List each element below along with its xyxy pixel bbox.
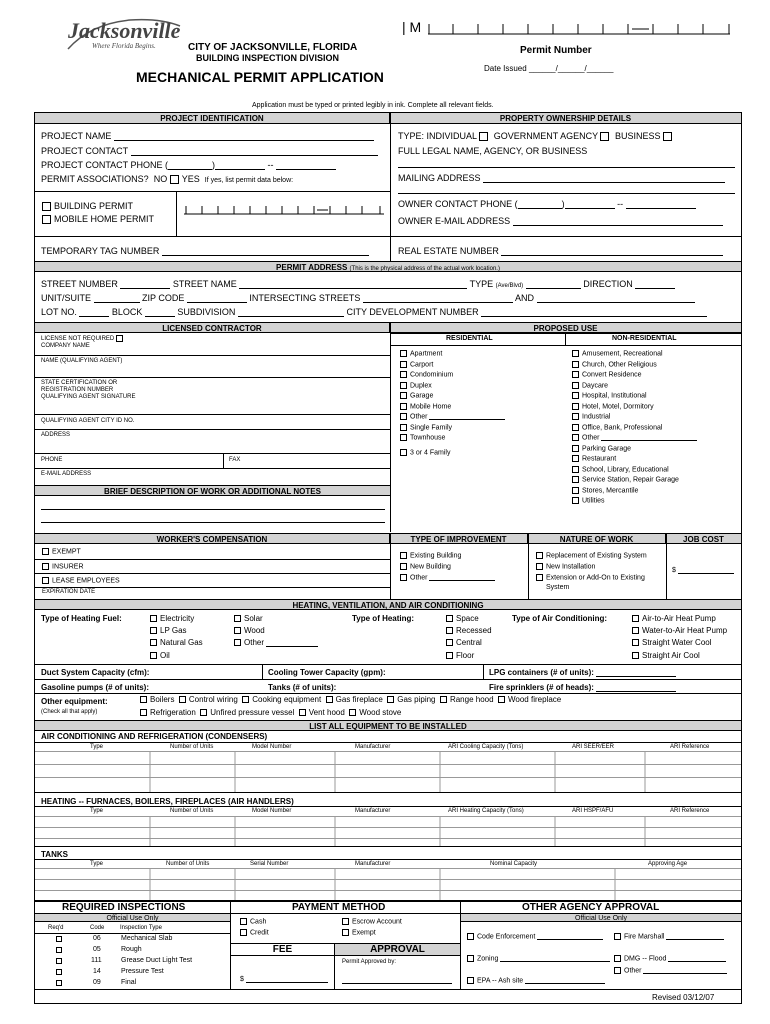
tank-col-units: Number of Units: [166, 861, 210, 867]
project-contact-field[interactable]: PROJECT CONTACT: [41, 146, 378, 156]
res-condominium[interactable]: Condominium: [400, 371, 453, 378]
nonres-utilities[interactable]: Utilities: [572, 497, 605, 504]
required-inspections-header: REQUIRED INSPECTIONS: [62, 902, 186, 913]
hvac-header: HEATING, VENTILATION, AND AIR CONDITIONING: [35, 599, 741, 610]
agency-official: Official Use Only: [461, 913, 741, 922]
address-label: ADDRESS: [41, 432, 71, 438]
tank-col-type: Type: [90, 861, 104, 867]
heat-col-reference: ARI Reference: [670, 808, 710, 814]
job-cost-field[interactable]: $: [672, 567, 734, 574]
ac-col-seer: ARI SEER/EER: [572, 744, 615, 750]
heating-equipment-grid[interactable]: [35, 816, 741, 846]
insp-type-14: Pressure Test: [121, 968, 164, 975]
check-all-label: (Check all that apply): [41, 709, 98, 715]
improvement-existing[interactable]: Existing Building: [400, 552, 461, 559]
res-duplex[interactable]: Duplex: [400, 382, 432, 389]
improvement-new[interactable]: New Building: [400, 563, 451, 570]
contractor-header: LICENSED CONTRACTOR: [35, 322, 390, 333]
permit-number-label: Permit Number: [520, 45, 592, 56]
tanks-grid[interactable]: [35, 868, 741, 900]
owner-email-field[interactable]: OWNER E-MAIL ADDRESS: [398, 216, 723, 226]
insp-type-06: Mechanical Slab: [121, 935, 173, 942]
improvement-header: TYPE OF IMPROVEMENT: [390, 533, 528, 544]
brief-line-1[interactable]: [41, 509, 385, 510]
insp-code-05: 05: [93, 946, 101, 953]
mailing-address-field[interactable]: MAILING ADDRESS: [398, 173, 725, 183]
assoc-no-checkbox[interactable]: [170, 175, 179, 184]
ac-col-type: Type: [90, 744, 104, 750]
ac-straight-water[interactable]: Straight Water Cool: [632, 638, 712, 647]
res-mobile-home[interactable]: Mobile Home: [400, 403, 451, 410]
reg-number-label: REGISTRATION NUMBER: [41, 387, 114, 393]
insp-col-reqd: Req'd: [48, 925, 64, 931]
inspections-official: Official Use Only: [35, 913, 230, 922]
heating-recessed[interactable]: Recessed: [446, 626, 492, 635]
city-name: CITY OF JACKSONVILLE, FLORIDA: [188, 42, 358, 53]
insp-col-code: Code: [90, 925, 105, 931]
res-single-family[interactable]: Single Family: [400, 424, 452, 431]
nature-system-label: System: [546, 584, 570, 591]
insp-type-111: Grease Duct Light Test: [121, 957, 193, 964]
nonres-amusement[interactable]: Amusement, Recreational: [572, 350, 663, 357]
approved-by-label: Permit Approved by:: [342, 959, 397, 965]
other-equipment-label: Other equipment:: [41, 697, 108, 706]
ac-equipment-grid[interactable]: [35, 751, 741, 792]
project-name-field[interactable]: PROJECT NAME: [41, 131, 374, 141]
nonres-hotel[interactable]: Hotel, Motel, Dormitory: [572, 403, 654, 410]
fuel-natural-gas[interactable]: Natural Gas: [150, 638, 203, 647]
nonres-other[interactable]: Other: [572, 434, 697, 441]
workers-insurer[interactable]: INSURER: [42, 563, 84, 570]
insp-code-111: 111: [91, 957, 102, 964]
payment-escrow[interactable]: Escrow Account: [342, 918, 402, 925]
heat-col-type: Type: [90, 808, 104, 814]
tank-col-capacity: Nominal Capacity: [490, 861, 538, 867]
owner-type: TYPE: INDIVIDUAL GOVERNMENT AGENCY BUSINESS: [398, 131, 675, 141]
city-logo: [60, 14, 190, 54]
permit-number-boxes[interactable]: [428, 22, 730, 36]
ownership-header: PROPERTY OWNERSHIP DETAILS: [390, 113, 741, 124]
fuel-oil[interactable]: Oil: [150, 651, 170, 660]
brief-description-header: BRIEF DESCRIPTION OF WORK OR ADDITIONAL NOTES: [35, 485, 390, 496]
agency-fire-marshall[interactable]: Fire Marshall: [614, 933, 724, 940]
fax-label: FAX: [229, 457, 241, 463]
agency-dmg-flood[interactable]: DMG -- Flood: [614, 955, 726, 962]
payment-credit[interactable]: Credit: [240, 929, 269, 936]
other-agency-header: OTHER AGENCY APPROVAL: [522, 902, 660, 913]
nonres-parking[interactable]: Parking Garage: [572, 445, 631, 452]
insp-col-type: Inspection Type: [120, 925, 162, 931]
equip-row-2[interactable]: Refrigeration Unfired pressure vessel Vent hood Wood stove: [140, 708, 401, 717]
signature-label: QUALIFYING AGENT SIGNATURE: [41, 394, 136, 400]
tank-col-approving: Approving Age: [648, 861, 688, 867]
fuel-wood[interactable]: Wood: [234, 626, 265, 635]
heat-col-model: Model Number: [252, 808, 292, 814]
fuel-lp-gas[interactable]: LP Gas: [150, 626, 187, 635]
logo-text: Jacksonville: [68, 18, 181, 43]
logo-tagline: Where Florida Begins.: [92, 42, 156, 50]
job-cost-header: JOB COST: [666, 533, 741, 544]
fuel-other[interactable]: Other: [234, 638, 318, 647]
res-townhouse[interactable]: Townhouse: [400, 434, 445, 441]
heating-space[interactable]: Space: [446, 614, 479, 623]
nature-extension[interactable]: Extension or Add-On to Existing: [536, 574, 645, 581]
expiration-date-label: EXPIRATION DATE: [42, 589, 96, 595]
associated-permit-boxes[interactable]: [184, 204, 384, 216]
state-cert-label: STATE CERTIFICATION OR: [41, 380, 118, 386]
payment-method-header: PAYMENT METHOD: [292, 902, 386, 913]
address-row-2[interactable]: UNIT/SUITE ZIP CODE INTERSECTING STREETS AND: [41, 293, 695, 303]
ac-straight-air[interactable]: Straight Air Cool: [632, 651, 700, 660]
insp-code-09: 09: [93, 979, 101, 986]
gov-agency-checkbox[interactable]: [600, 132, 609, 141]
res-other[interactable]: Other: [400, 413, 505, 420]
nature-replacement[interactable]: Replacement of Existing System: [536, 552, 647, 559]
company-name-label: COMPANY NAME: [41, 343, 90, 349]
res-apartment[interactable]: Apartment: [400, 350, 442, 357]
equipment-header: LIST ALL EQUIPMENT TO BE INSTALLED: [35, 720, 741, 731]
insp-checkbox-111[interactable]: [56, 958, 62, 964]
business-checkbox[interactable]: [663, 132, 672, 141]
heating-equip-title: HEATING -- FURNACES, BOILERS, FIREPLACES (AIR HANDLERS): [41, 797, 294, 806]
tank-col-serial: Serial Number: [250, 861, 289, 867]
division-name: BUILDING INSPECTION DIVISION: [196, 53, 340, 63]
city-id-label: QUALIFYING AGENT CITY ID NO.: [41, 418, 135, 424]
approval-header: APPROVAL: [335, 944, 460, 956]
email-label: E-MAIL ADDRESS: [41, 471, 92, 477]
heating-floor[interactable]: Floor: [446, 651, 474, 660]
phone-label: PHONE: [41, 457, 63, 463]
project-header: PROJECT IDENTIFICATION: [35, 113, 390, 124]
improvement-other[interactable]: Other: [400, 574, 495, 581]
permit-prefix: | M: [402, 19, 422, 35]
permit-associations: PERMIT ASSOCIATIONS? NO YES If yes, list permit data below:: [41, 174, 294, 184]
insp-checkbox-05[interactable]: [56, 947, 62, 953]
permit-address-header: PERMIT ADDRESS (This is the physical address of the actual work location.): [35, 261, 741, 272]
workers-exempt[interactable]: EXEMPT: [42, 548, 81, 555]
workers-lease[interactable]: LEASE EMPLOYEES: [42, 577, 120, 584]
temp-tag-field[interactable]: TEMPORARY TAG NUMBER: [41, 246, 369, 256]
real-estate-field[interactable]: REAL ESTATE NUMBER: [398, 246, 723, 256]
payment-cash[interactable]: Cash: [240, 918, 266, 925]
nonres-church[interactable]: Church, Other Religious: [572, 361, 657, 368]
heating-central[interactable]: Central: [446, 638, 482, 647]
proposed-use-header: PROPOSED USE: [390, 322, 741, 333]
fee-amount-field[interactable]: $: [240, 976, 328, 983]
insp-code-14: 14: [93, 968, 101, 975]
fuel-solar[interactable]: Solar: [234, 614, 263, 623]
nonres-daycare[interactable]: Daycare: [572, 382, 608, 389]
address-row-3[interactable]: LOT NO. BLOCK SUBDIVISION CITY DEVELOPMENT NUMBER: [41, 307, 707, 317]
nature-header: NATURE OF WORK: [528, 533, 666, 544]
ac-water-to-air[interactable]: Water-to-Air Heat Pump: [632, 626, 727, 635]
cooling-tower[interactable]: Cooling Tower Capacity (gpm):: [268, 668, 386, 677]
heat-col-heating: ARI Heating Capacity (Tons): [448, 808, 524, 814]
agency-other[interactable]: Other: [614, 967, 727, 974]
nonresidential-header: NON-RESIDENTIAL: [612, 335, 677, 342]
fuel-electricity[interactable]: Electricity: [150, 614, 194, 623]
nature-new-installation[interactable]: New Installation: [536, 563, 595, 570]
lpg-containers[interactable]: LPG containers (# of units):: [489, 668, 676, 677]
tanks-title: TANKS: [41, 850, 68, 859]
heat-col-hspf: ARI HSPF/AFU: [572, 808, 614, 814]
ac-col-manufacturer: Manufacturer: [355, 744, 391, 750]
project-phone-field[interactable]: PROJECT CONTACT PHONE ( ) --: [41, 160, 336, 170]
heat-col-units: Number of Units: [170, 808, 214, 814]
brief-line-2[interactable]: [41, 522, 385, 523]
equip-row-1[interactable]: Boilers Control wiring Cooking equipment Gas fireplace Gas piping Range hood Wood fireplace: [140, 695, 561, 704]
ac-refrig-title: AIR CONDITIONING AND REFRIGERATION (CONDENSERS): [41, 732, 268, 741]
payment-exempt[interactable]: Exempt: [342, 929, 376, 936]
heat-col-manufacturer: Manufacturer: [355, 808, 391, 814]
nonres-restaurant[interactable]: Restaurant: [572, 455, 616, 462]
nonres-hospital[interactable]: Hospital, Institutional: [572, 392, 647, 399]
individual-checkbox[interactable]: [479, 132, 488, 141]
tanks-count[interactable]: Tanks (# of units):: [268, 683, 337, 692]
fee-header: FEE: [231, 944, 334, 956]
ac-col-model: Model Number: [252, 744, 292, 750]
insp-checkbox-09[interactable]: [56, 980, 62, 986]
tank-col-manufacturer: Manufacturer: [355, 861, 391, 867]
res-3-4-family[interactable]: 3 or 4 Family: [400, 449, 450, 456]
approver-signature-line[interactable]: [342, 983, 452, 984]
insp-type-09: Final: [121, 979, 137, 986]
insp-checkbox-14[interactable]: [56, 969, 62, 975]
res-garage[interactable]: Garage: [400, 392, 433, 399]
duct-capacity[interactable]: Duct System Capacity (cfm):: [41, 668, 150, 677]
fire-sprinklers[interactable]: Fire sprinklers (# of heads):: [489, 683, 676, 692]
address-row-1[interactable]: STREET NUMBER STREET NAME TYPE (Ave/Blvd) DIRECTION: [41, 279, 675, 289]
mobile-home-option[interactable]: MOBILE HOME PERMIT: [42, 214, 154, 224]
instructions: Application must be typed or printed legibly in ink. Complete all relevant fields.: [252, 102, 494, 109]
nonres-industrial[interactable]: Industrial: [572, 413, 610, 420]
license-not-required[interactable]: LICENSE NOT REQUIRED: [41, 335, 126, 342]
workers-comp-header: WORKER'S COMPENSATION: [35, 533, 390, 544]
nonres-stores[interactable]: Stores, Mercantile: [572, 487, 638, 494]
revised-date: Revised 03/12/07: [652, 993, 715, 1002]
fuel-label: Type of Heating Fuel:: [41, 614, 122, 623]
nonres-convert[interactable]: Convert Residence: [572, 371, 642, 378]
owner-phone-field[interactable]: OWNER CONTACT PHONE ( ) --: [398, 199, 696, 209]
agency-zoning[interactable]: Zoning: [467, 955, 610, 962]
ac-col-cooling: ARI Cooling Capacity (Tons): [448, 744, 524, 750]
date-issued[interactable]: Date Issued ______/______/______: [484, 64, 614, 73]
ac-col-units: Number of Units: [170, 744, 214, 750]
building-permit-option[interactable]: BUILDING PERMIT: [42, 201, 133, 211]
heating-type-label: Type of Heating:: [352, 614, 415, 623]
ac-col-reference: ARI Reference: [670, 744, 710, 750]
gasoline-pumps[interactable]: Gasoline pumps (# of units):: [41, 683, 150, 692]
res-carport[interactable]: Carport: [400, 361, 433, 368]
qualifying-name-label: NAME (QUALIFYING AGENT): [41, 358, 123, 364]
ac-air-to-air[interactable]: Air-to-Air Heat Pump: [632, 614, 716, 623]
insp-type-05: Rough: [121, 946, 142, 953]
insp-code-06: 06: [93, 935, 101, 942]
nonres-school[interactable]: School, Library, Educational: [572, 466, 669, 473]
legal-name-label: FULL LEGAL NAME, AGENCY, OR BUSINESS: [398, 146, 588, 156]
page-title: MECHANICAL PERMIT APPLICATION: [136, 69, 384, 85]
ac-type-label: Type of Air Conditioning:: [512, 614, 608, 623]
insp-checkbox-06[interactable]: [56, 936, 62, 942]
agency-epa[interactable]: EPA -- Ash site: [467, 977, 605, 984]
nonres-office[interactable]: Office, Bank, Professional: [572, 424, 662, 431]
residential-header: RESIDENTIAL: [446, 335, 493, 342]
agency-code-enforcement[interactable]: Code Enforcement: [467, 933, 603, 940]
nonres-service[interactable]: Service Station, Repair Garage: [572, 476, 679, 483]
